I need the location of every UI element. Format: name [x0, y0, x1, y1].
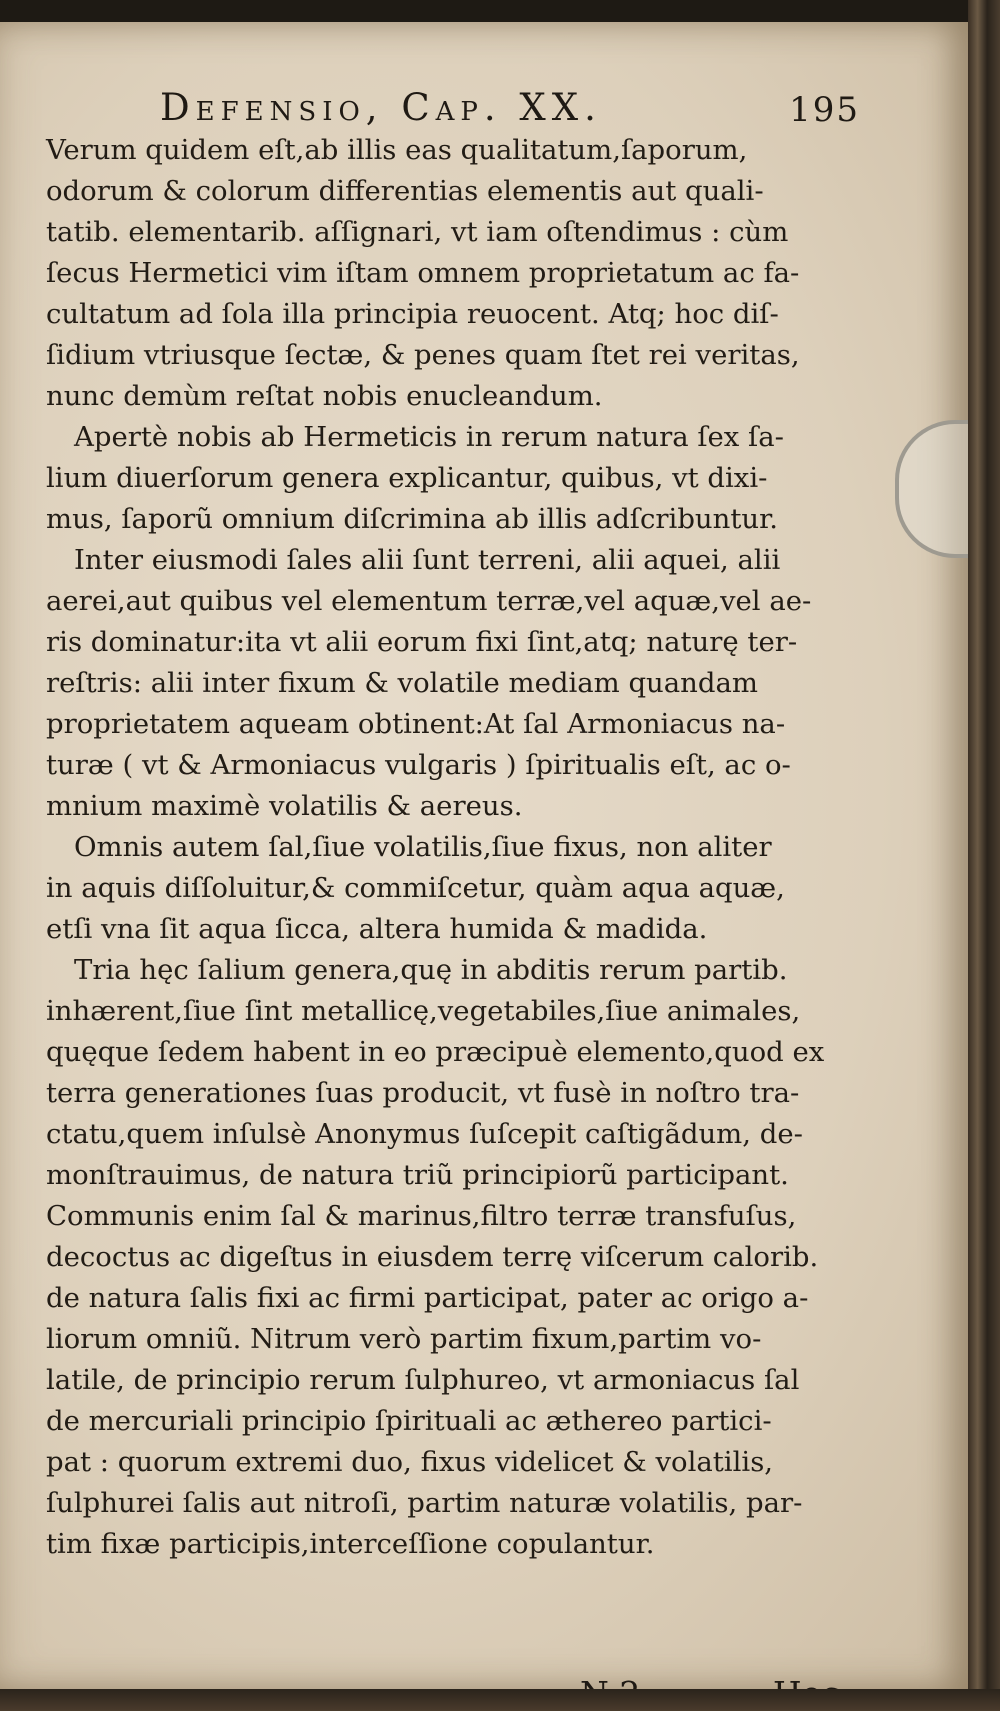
text-line: Apertè nobis ab Hermeticis in rerum natura ſex ſa- — [74, 421, 784, 453]
text-line: odorum & colorum differentias elementis aut quali- — [46, 175, 764, 207]
text-line: aerei,aut quibus vel elementum terræ,vel aquæ,vel ae- — [46, 585, 812, 617]
text-line: Tria hęc ſalium genera,quę in abditis rerum partib. — [74, 954, 788, 986]
text-line: proprietatem aqueam obtinent:At ſal Armoniacus na- — [46, 708, 786, 740]
text-line: ctatu,quem inſulsè Anonymus ſuſcepit caſtigãdum, de- — [46, 1118, 803, 1150]
text-line: lium diuerſorum genera explicantur, quibus, vt dixi- — [46, 462, 768, 494]
text-line: etſi vna ſit aqua ſicca, altera humida & madida. — [46, 913, 708, 945]
text-line: Omnis autem ſal,ſiue volatilis,ſiue fixus, non aliter — [74, 831, 772, 863]
text-line: reſtris: alii inter fixum & volatile mediam quandam — [46, 667, 758, 699]
book-edge-bottom — [0, 1689, 1000, 1711]
text-line: Communis enim ſal & marinus,filtro terræ transfuſus, — [46, 1200, 797, 1232]
text-line: monſtrauimus, de natura triũ principiorũ participant. — [46, 1159, 789, 1191]
text-line: pat : quorum extremi duo, fixus videlicet & volatilis, — [46, 1446, 774, 1478]
text-line: terra generationes ſuas producit, vt fusè in noſtro tra- — [46, 1077, 800, 1109]
text-line: quęque ſedem habent in eo præcipuè elemento,quod ex — [46, 1036, 825, 1068]
text-line: Verum quidem eſt,ab illis eas qualitatum,ſaporum, — [46, 134, 748, 166]
text-line: cultatum ad ſola illa principia reuocent. Atq; hoc diſ- — [46, 298, 779, 330]
text-line: Inter eiusmodi ſales alii ſunt terreni, alii aquei, alii — [74, 544, 781, 576]
text-line: ſulphurei ſalis aut nitroſi, partim naturæ volatilis, par- — [46, 1487, 803, 1519]
text-line: ſecus Hermetici vim iſtam omnem proprietatum ac fa- — [46, 257, 800, 289]
running-title: Defensio, Cap. XX. — [160, 86, 602, 129]
book-page — [0, 22, 968, 1690]
text-line: ris dominatur:ita vt alii eorum fixi ſint,atq; naturę ter- — [46, 626, 798, 658]
text-line: in aquis diſſoluitur,& commiſcetur, quàm aqua aquæ, — [46, 872, 785, 904]
text-line: mus, ſaporũ omnium diſcrimina ab illis adſcribuntur. — [46, 503, 778, 535]
text-line: decoctus ac digeſtus in eiusdem terrę viſcerum calorib. — [46, 1241, 819, 1273]
text-line: de natura ſalis fixi ac firmi participat, pater ac origo a- — [46, 1282, 809, 1314]
text-line: turæ ( vt & Armoniacus vulgaris ) ſpiritualis eſt, ac o- — [46, 749, 791, 781]
text-line: tatib. elementarib. aſſignari, vt iam oſtendimus : cùm — [46, 216, 789, 248]
text-line: nunc demùm reſtat nobis enucleandum. — [46, 380, 603, 412]
book-edge-right — [968, 0, 1000, 1711]
text-line: tim fixæ participis,interceſſione copulantur. — [46, 1528, 655, 1560]
text-line: ſidium vtriusque ſectæ, & penes quam ſtet rei veritas, — [46, 339, 800, 371]
text-line: liorum omniũ. Nitrum verò partim fixum,partim vo- — [46, 1323, 762, 1355]
text-line: de mercuriali principio ſpirituali ac æthereo partici- — [46, 1405, 772, 1437]
body-text — [46, 130, 836, 1565]
text-line: mnium maximè volatilis & aereus. — [46, 790, 523, 822]
text-line: inhærent,ſiue ſint metallicę,vegetabiles,ſiue animales, — [46, 995, 801, 1027]
page-number: 195 — [789, 90, 860, 130]
text-line: latile, de principio rerum ſulphureo, vt armoniacus ſal — [46, 1364, 800, 1396]
